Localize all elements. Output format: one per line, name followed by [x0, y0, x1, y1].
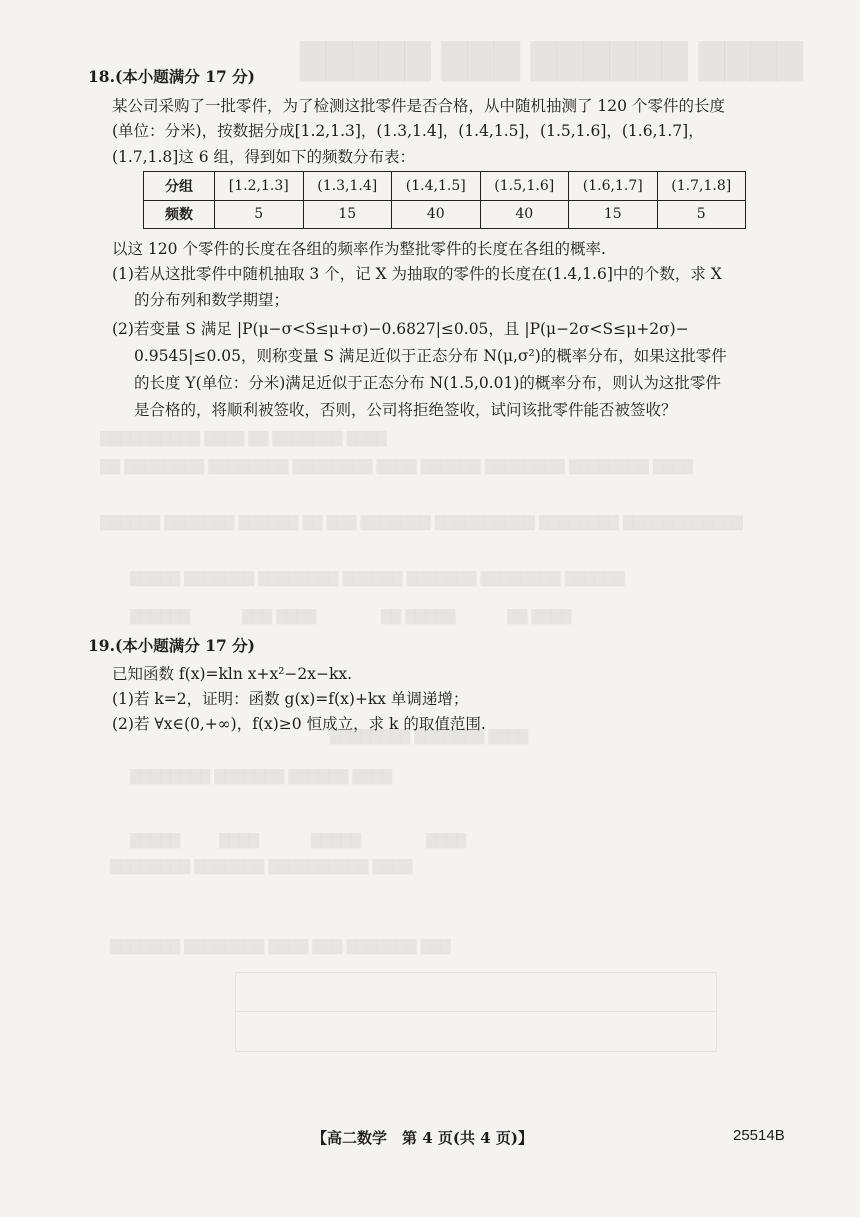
q18-part2-line-3: 的长度 Y(单位：分米)满足近似于正态分布 N(1.5,0.01)的概率分布，则认为这批零件: [134, 374, 721, 392]
q18-intro-line-3: (1.7,1.8]这 6 组，得到如下的频数分布表：: [112, 148, 416, 166]
bleed-through-title: █████ ███ ██████ ████: [300, 42, 804, 82]
table-cell-group: (1.5,1.6]: [480, 172, 569, 201]
bleed-through-line: ██ ████████ ████████ ████████ ████ ██████ ████████ ████████ ████: [100, 460, 693, 475]
q19-part2: (2)若 ∀x∈(0,+∞)，f(x)≥0 恒成立，求 k 的取值范围.: [112, 715, 486, 733]
table-cell-group: (1.3,1.4]: [303, 172, 392, 201]
table-cell-count: 5: [215, 200, 304, 229]
bleed-through-line: ████████ ███████ ██████████ ████: [110, 860, 413, 875]
table-cell-group: (1.6,1.7]: [569, 172, 658, 201]
bleed-through-line: █████ ████ █████ ████: [130, 834, 466, 849]
bleed-through-line: ████████ ███████ ████: [330, 730, 529, 745]
q18-after-table: 以这 120 个零件的长度在各组的频率作为整批零件的长度在各组的概率.: [112, 240, 606, 258]
bleed-through-table: [235, 972, 717, 1052]
q19-heading: 19.(本小题满分 17 分): [88, 636, 255, 655]
bleed-through-line: █████ ███████ ████████ ██████ ███████ ████████ ██████: [130, 572, 625, 587]
table-row: [144, 200, 746, 229]
table-cell-count: 40: [480, 200, 569, 229]
q18-part1-line-2: 的分布列和数学期望；: [134, 291, 290, 309]
q18-part1-line-1: (1)若从这批零件中随机抽取 3 个，记 X 为抽取的零件的长度在(1.4,1.6]中的个数，求 X: [112, 265, 722, 283]
q18-intro-line-1: 某公司采购了一批零件，为了检测这批零件是否合格，从中随机抽测了 120 个零件的长度: [112, 97, 725, 115]
table-row-label: 分组: [144, 172, 215, 201]
table-cell-count: 40: [392, 200, 481, 229]
bleed-through-line: ██████ ███ ████ ██ █████ ██ ████: [130, 610, 572, 625]
q18-intro-line-2: (单位：分米)，按数据分成[1.2,1.3]，(1.3,1.4]，(1.4,1.5]，(1.5,1.6]，(1.6,1.7]，: [112, 122, 704, 140]
q18-part2-line-1: (2)若变量 S 满足 |P(μ−σ<S≤μ+σ)−0.6827|≤0.05，且 |P(μ−2σ<S≤μ+2σ)−: [112, 320, 689, 338]
bleed-through-line: ███████ ████████ ████ ███ ███████ ███: [110, 940, 451, 955]
table-row-label: 频数: [144, 200, 215, 229]
q18-heading: 18.(本小题满分 17 分): [88, 67, 255, 86]
table-cell-group: (1.7,1.8]: [657, 172, 746, 201]
table-cell-group: [1.2,1.3]: [215, 172, 304, 201]
table-cell-group: (1.4,1.5]: [392, 172, 481, 201]
table-cell-count: 5: [657, 200, 746, 229]
q19-intro: 已知函数 f(x)=kln x+x²−2x−kx.: [112, 665, 353, 683]
table-cell-count: 15: [569, 200, 658, 229]
bleed-through-line: ████████ ███████ ██████ ████: [130, 770, 393, 785]
exam-code: 25514B: [733, 1127, 785, 1144]
bleed-through-line: ██████████ ████ ██ ███████ ████: [100, 432, 387, 447]
table-row: [144, 172, 746, 201]
q18-part2-line-4: 是合格的，将顺利被签收，否则，公司将拒绝签收，试问该批零件能否被签收？: [134, 401, 677, 419]
q18-part2-line-2: 0.9545|≤0.05，则称变量 S 满足近似于正态分布 N(μ,σ²)的概率分布，如果这批零件: [134, 347, 727, 365]
q19-part1: (1)若 k=2，证明：函数 g(x)=f(x)+kx 单调递增；: [112, 690, 469, 708]
frequency-table: [143, 171, 746, 229]
page-footer: 【高二数学 第 4 页(共 4 页)】: [312, 1129, 533, 1147]
table-cell-count: 15: [303, 200, 392, 229]
bleed-through-line: ██████ ███████ ██████ ██ ███ ███████ ██████████ ████████ ████████████: [100, 516, 743, 531]
